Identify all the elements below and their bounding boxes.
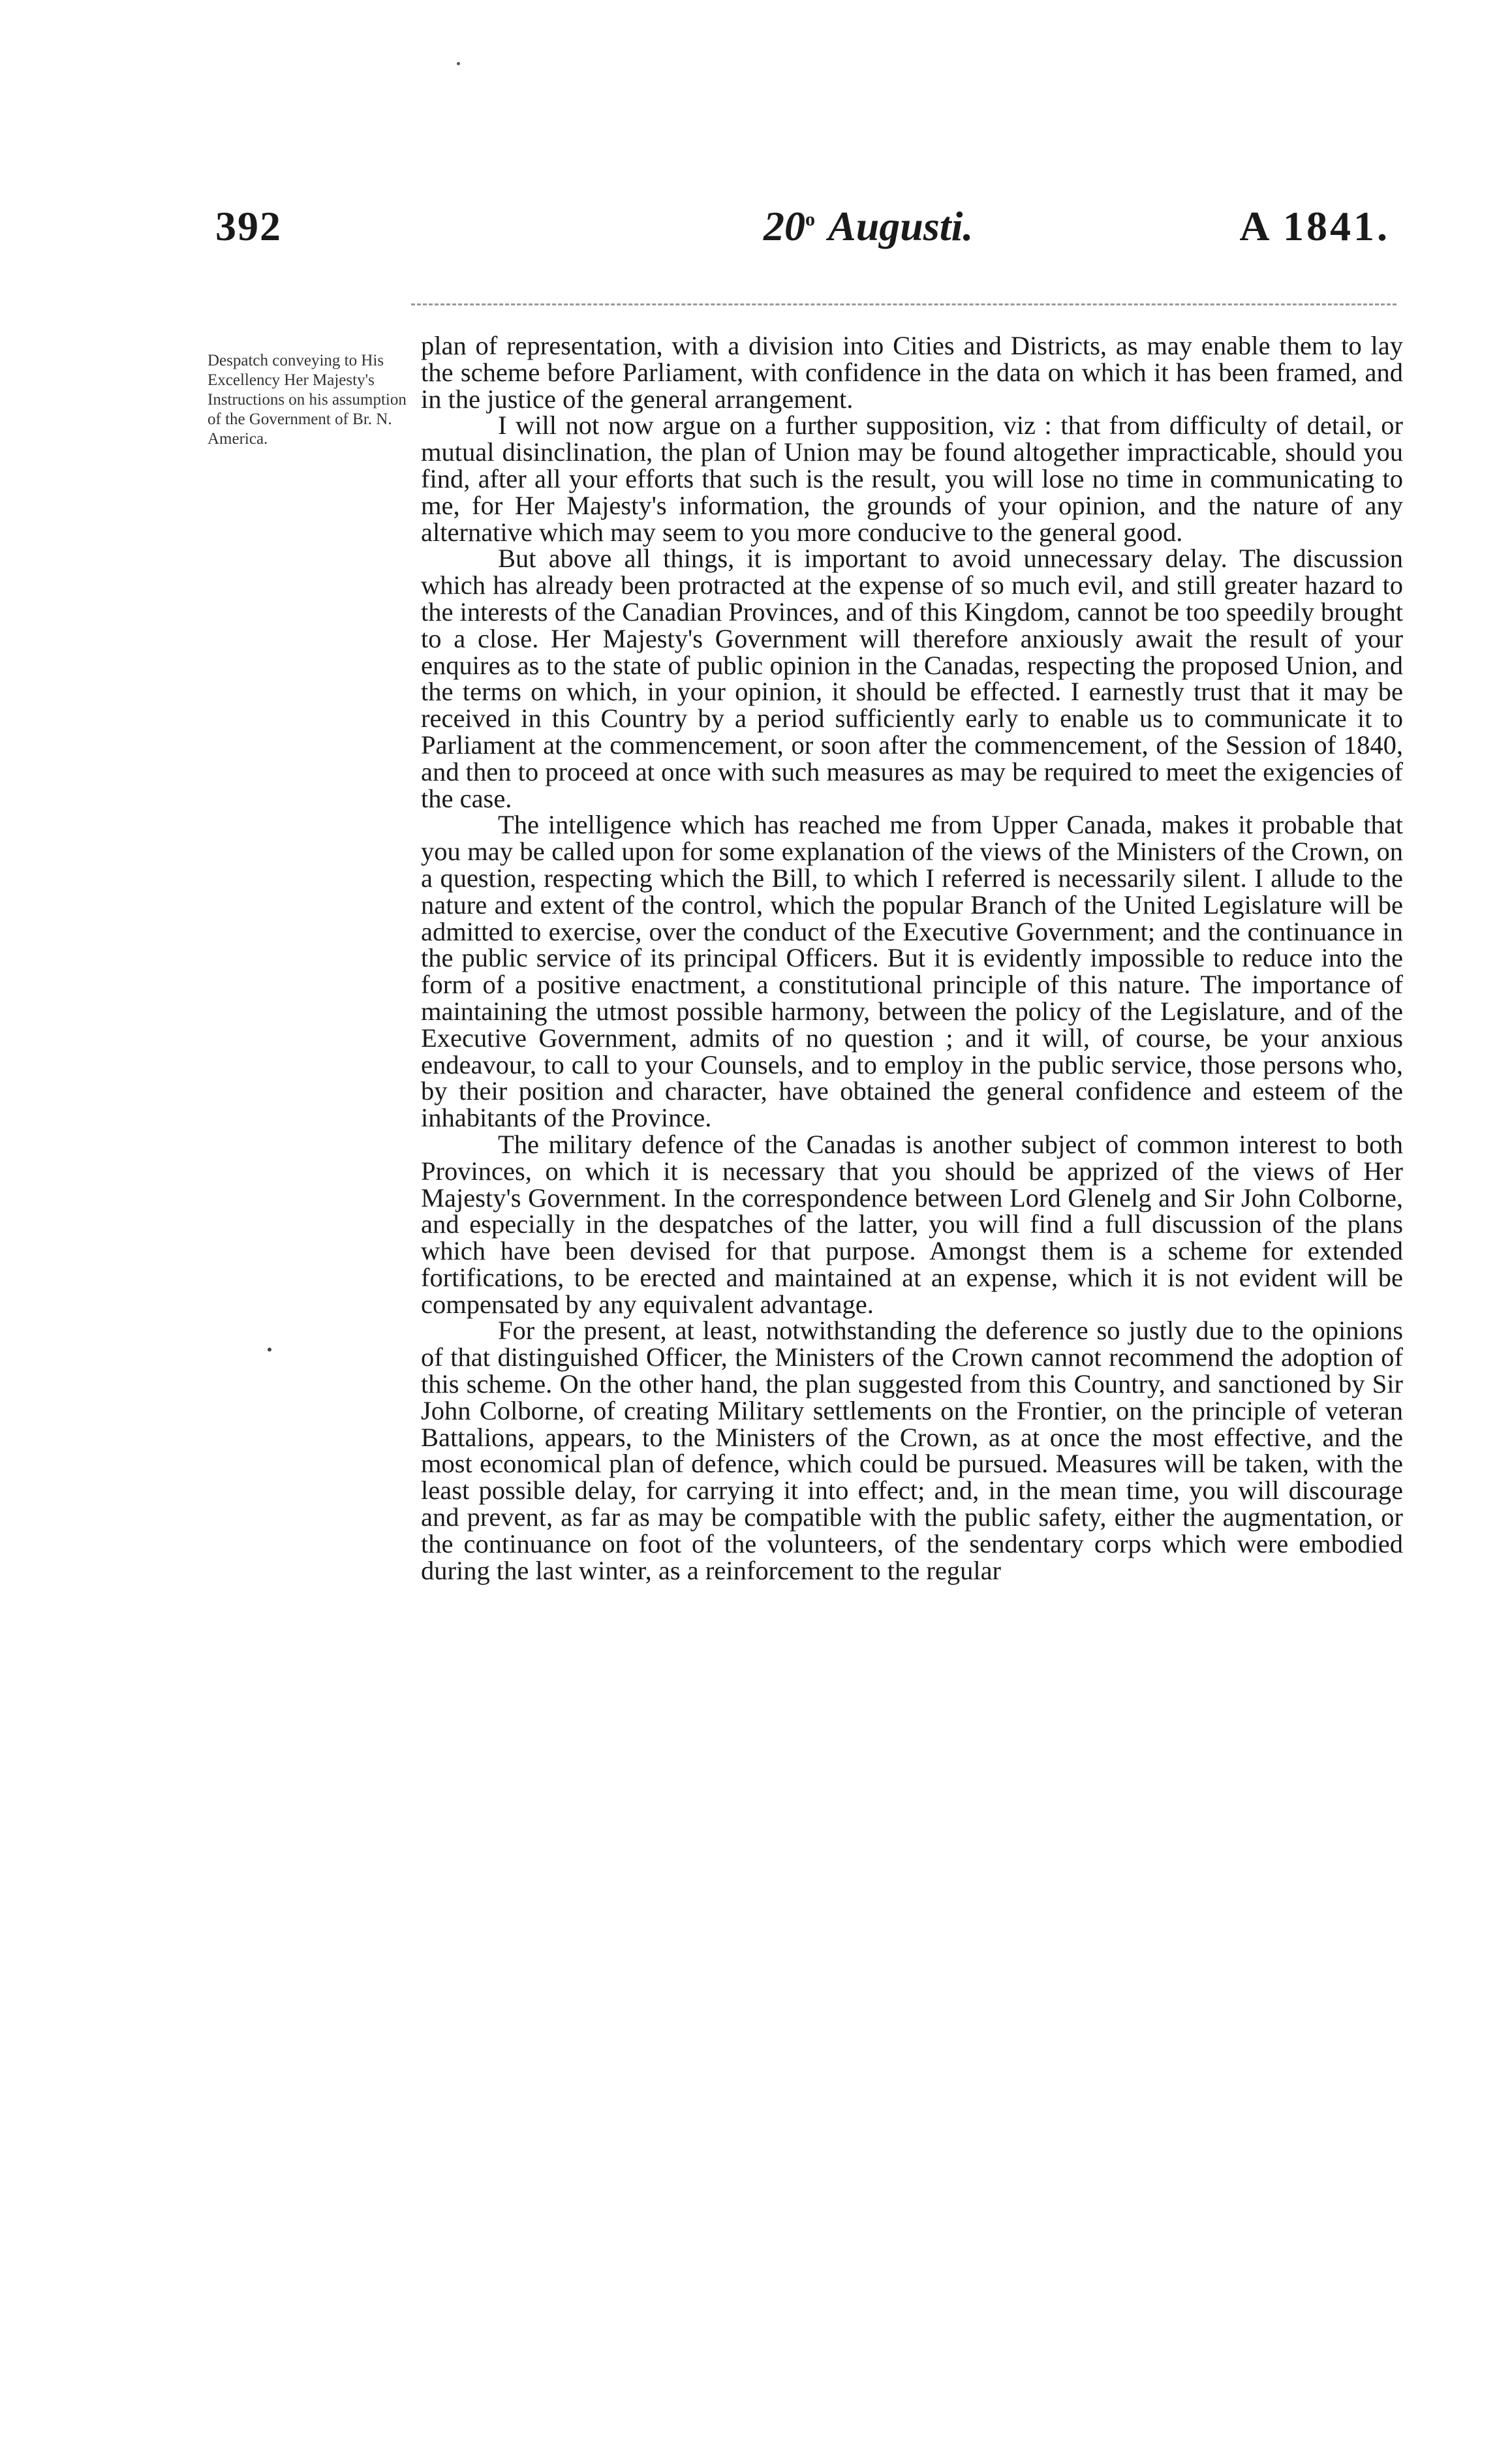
date-numeral: 20 <box>764 203 805 249</box>
header-rule <box>411 303 1396 305</box>
paragraph: But above all things, it is important to avoid unnecessary delay. The discussion which has already been protracted at the expense of so much evil, and still greater hazard to the interests of the Canadian Provinces, and of this Kingdom, cannot be too speedily brought to a close. Her Majesty's Government will therefore anxiously await the result of your enquires as to the state of public opinion in the Canadas, respecting the proposed Union, and the terms on which, in your opinion, it should be effected. I earnestly trust that it may be received in this Country by a period sufficiently early to enable us to communicate it to Parliament at the commencement, or soon after the commencement, of the Session of 1840, and then to proceed at once with such measures as may be required to meet the exigencies of the case. <box>421 544 1403 813</box>
margin-note: Despatch conveying to His Excellency Her Majesty's Instructions on his assumption of the Government of Br. N. America. <box>208 352 407 448</box>
date-superscript: o <box>805 208 815 230</box>
paragraph: For the present, at least, notwithstanding the deference so justly due to the opinions of that distinguished Officer, the Ministers of the Crown cannot recommend the adoption of this scheme. On the other hand, the plan suggested from this Country, and sanctioned by Sir John Colborne, of creating Military settlements on the Frontier, on the principle of veteran Battalions, appears, to the Ministers of the Crown, as at once the most effective, and the most economical plan of defence, which could be pursued. Measures will be taken, with the least possible delay, for carrying it into effect; and, in the mean time, you will discourage and prevent, as far as may be compatible with the public safety, either the augmentation, or the continuance on foot of the volunteers, of the sendentary corps which were embodied during the last winter, as a reinforcement to the regular <box>421 1316 1403 1585</box>
running-header <box>215 202 1390 274</box>
print-speck <box>268 1348 271 1352</box>
print-speck <box>457 62 460 65</box>
page-number: 392 <box>215 203 282 249</box>
paragraph: plan of representation, with a division into Cities and Districts, as may enable them to lay the scheme before Parliament, with confidence in the data on which it has been framed, and in the justice of the general arrangement. <box>421 331 1403 414</box>
paragraph: The intelligence which has reached me from Upper Canada, makes it probable that you may be called upon for some explanation of the views of the Ministers of the Crown, on a question, respecting which the Bill, to which I referred is necessarily silent. I allude to the nature and extent of the control, which the popular Branch of the United Legislature will be admitted to exercise, over the conduct of the Executive Government; and the continuance in the public service of its principal Officers. But it is evidently impossible to reduce into the form of a positive enactment, a constitutional principle of this nature. The importance of maintaining the utmost possible harmony, between the policy of the Legislature, and of the Executive Government, admits of no question ; and it will, of course, be your anxious endeavour, to call to your Counsels, and to employ in the public service, those persons who, by their position and character, have obtained the general confidence and esteem of the inhabitants of the Province. <box>421 810 1403 1133</box>
body-text <box>421 333 1403 1584</box>
date-word: Augusti. <box>828 203 974 249</box>
paragraph: The military defence of the Canadas is another subject of common interest to both Provinces, on which it is necessary that you should be apprized of the views of Her Majesty's Government. In the correspondence between Lord Glenelg and Sir John Colborne, and especially in the despatches of the latter, you will find a full discussion of the plans which have been devised for that purpose. Amongst them is a scheme for extended fortifications, to be erected and maintained at an expense, which it is not evident will be compensated by any equivalent advantage. <box>421 1129 1403 1319</box>
paragraph: I will not now argue on a further supposition, viz : that from difficulty of detail, or mutual disinclination, the plan of Union may be found altogether impracticable, should you find, after all your efforts that such is the result, you will lose no time in communicating to me, for Her Majesty's information, the grounds of your opinion, and the nature of any alternative which may seem to you more conducive to the general good. <box>421 410 1403 547</box>
running-year: A 1841. <box>1239 203 1390 249</box>
running-date <box>764 202 973 251</box>
